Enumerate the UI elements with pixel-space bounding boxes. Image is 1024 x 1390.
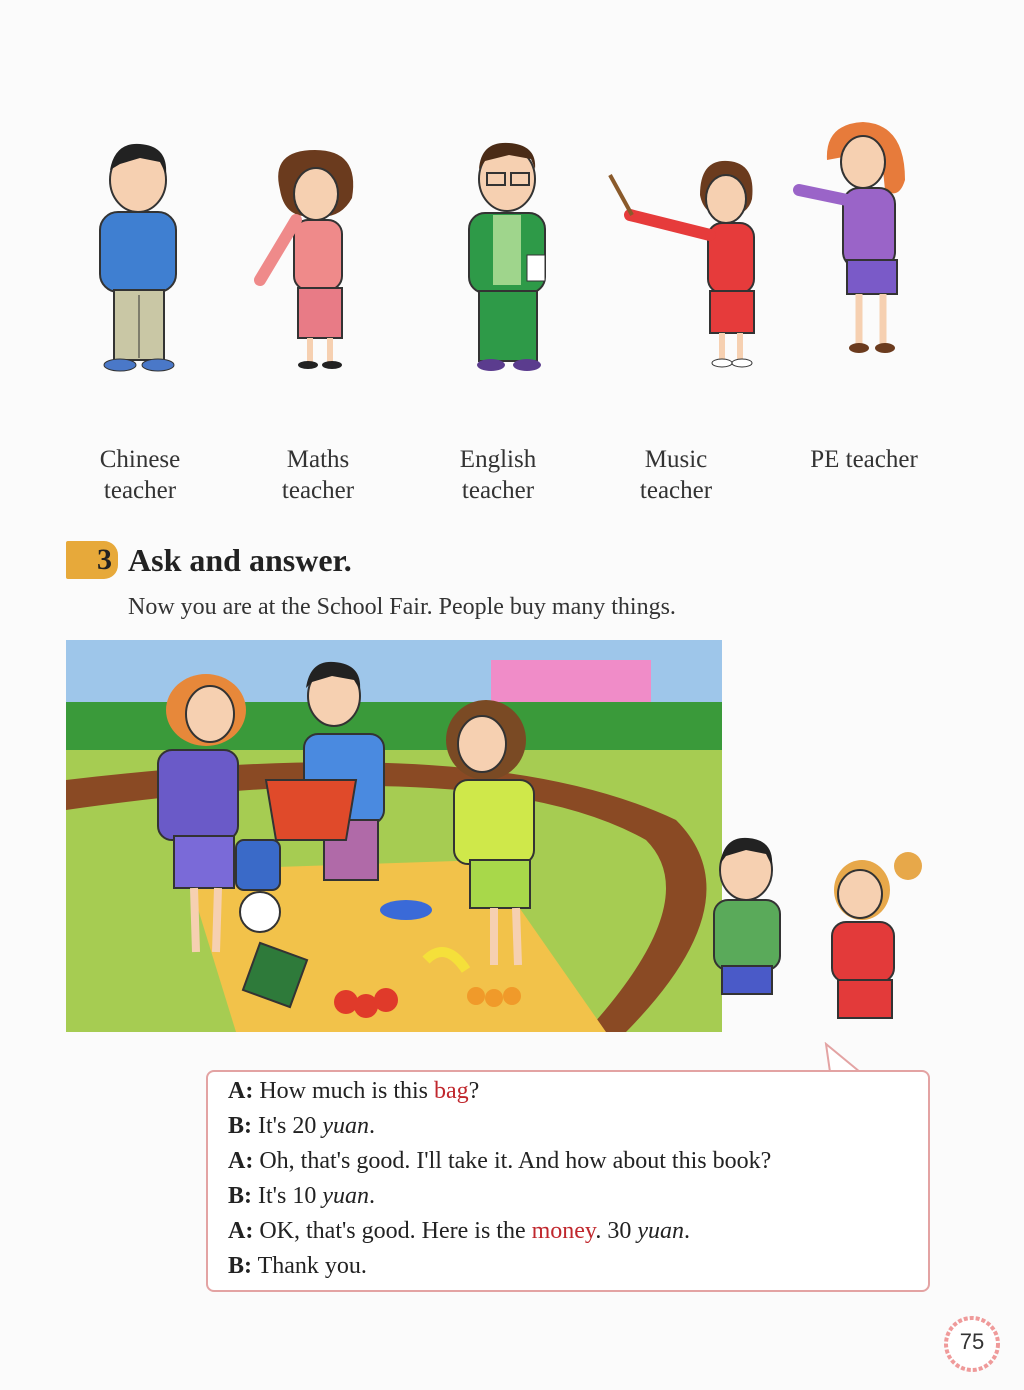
speaker-label: B: <box>228 1183 252 1209</box>
chinese-teacher-figure <box>100 144 176 371</box>
teachers-illustration <box>60 120 960 390</box>
teacher-label-english: English teacher <box>459 446 537 504</box>
page-number: 75 <box>942 1315 1002 1373</box>
english-teacher-figure <box>469 143 545 371</box>
keyword-bag: bag <box>434 1078 469 1104</box>
speaker-label: B: <box>228 1253 252 1279</box>
teacher-label-chinese: Chinese teacher <box>99 446 181 504</box>
dialog-line-6: B: Thank you. <box>228 1253 367 1279</box>
section-number-badge: 3 <box>66 541 118 579</box>
teacher-label-maths: Maths teacher <box>281 446 355 504</box>
dialog-line-5: A: OK, that's good. Here is the money. 30 yuan. <box>228 1218 691 1244</box>
dialog-line-3: A: Oh, that's good. I'll take it. And how about this book? <box>228 1148 772 1174</box>
speaker-label: A: <box>228 1218 254 1244</box>
teacher-label-pe: PE teacher <box>810 446 918 473</box>
dialog-line-2: B: It's 20 yuan. <box>228 1113 375 1139</box>
school-fair-illustration <box>66 640 722 1032</box>
section-heading <box>66 540 352 580</box>
speaker-label: A: <box>228 1148 254 1174</box>
speaker-label: A: <box>228 1078 254 1104</box>
dialog-line-1: A: How much is this bag? <box>228 1078 480 1104</box>
section-title: Ask and answer. <box>128 541 352 578</box>
children-illustration <box>700 830 940 1030</box>
music-teacher-figure <box>610 161 754 367</box>
teacher-label-music: Music teacher <box>639 446 713 504</box>
dialog-box <box>206 1070 930 1292</box>
maths-teacher-figure <box>260 150 353 369</box>
dialog-line-4: B: It's 10 yuan. <box>228 1183 375 1209</box>
section-intro: Now you are at the School Fair. People buy many things. <box>128 594 676 620</box>
speaker-label: B: <box>228 1113 252 1139</box>
keyword-money: money <box>531 1218 596 1244</box>
pe-teacher-figure <box>799 122 905 353</box>
